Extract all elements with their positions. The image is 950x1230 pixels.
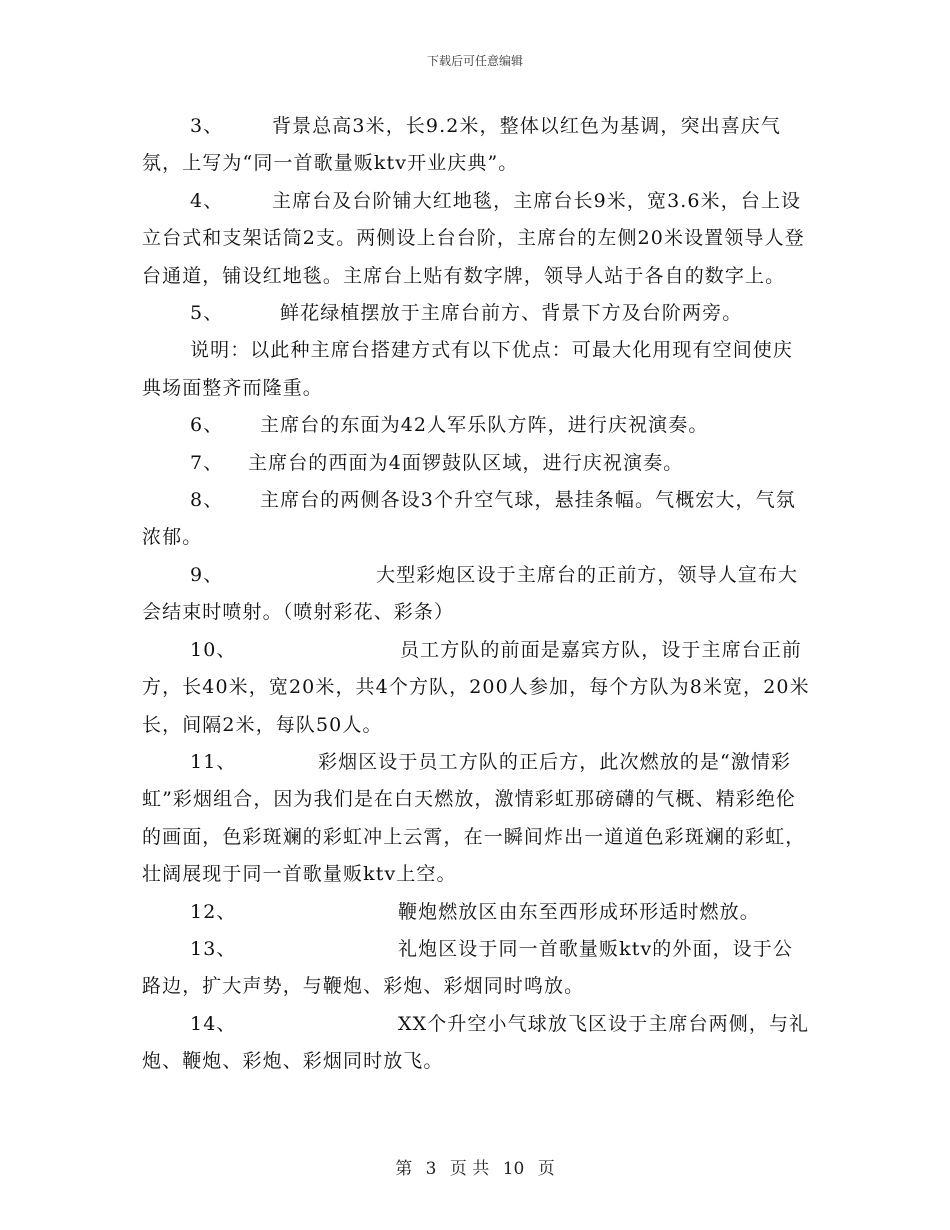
item-number: 4、 [190,189,224,212]
item-text: 主席台的两侧各设3个升空气球，悬挂条幅。气概宏大，气氛浓郁。 [142,489,796,549]
list-item [142,445,812,482]
list-item [142,482,812,557]
item-text: 主席台的西面为4面锣鼓队区域，进行庆祝演奏。 [248,451,684,474]
item-number: 10、 [190,638,237,661]
item-text: 鲜花绿植摆放于主席台前方、背景下方及台阶两旁。 [280,302,743,325]
item-text: 主席台的东面为42人军乐队方阵，进行庆祝演奏。 [260,414,709,437]
list-item [142,183,812,295]
item-text: 礼炮区设于同一首歌量贩ktv的外面，设于公路边，扩大声势，与鞭炮、彩炮、彩烟同时鸣放。 [142,937,793,998]
item-text: 鞭炮燃放区由东至西形成环形适时燃放。 [398,900,760,923]
list-item [142,931,812,1006]
item-text: 彩烟区设于员工方队的正后方，此次燃放的是“激情彩虹”彩烟组合，因为我们是在白天燃放，激情彩虹那磅礴的气概、精彩绝伦的画面，色彩斑斓的彩虹冲上云霄，在一瞬间炸出一道道色彩斑斓的彩虹，壮阔展现于同一首歌量贩ktv上空。 [142,750,806,886]
page-number: 3 [425,1159,437,1179]
note-paragraph [142,332,812,407]
item-number: 7、 [190,451,224,474]
page-footer [0,1154,950,1179]
item-number: 6、 [190,414,224,437]
item-text: XX个升空小气球放飞区设于主席台两侧，与礼炮、鞭炮、彩炮、彩烟同时放飞。 [142,1012,810,1073]
list-item [142,632,812,744]
footer-prefix: 第 [395,1159,413,1179]
list-item [142,407,812,444]
item-number: 9、 [190,563,224,586]
page-header: 下载后可任意编辑 [426,54,523,68]
footer-suffix: 页 [537,1159,555,1179]
item-text: 员工方队的前面是嘉宾方队，设于主席台正前方，长40米，宽20米，共4个方队，200人参加，每个方队为8米宽，20米长，间隔2米，每队50人。 [142,638,810,736]
item-number: 8、 [190,489,224,512]
footer-mid: 页 共 [449,1159,490,1179]
list-item [142,108,812,183]
item-text: 大型彩炮区设于主席台的正前方，领导人宣布大会结束时喷射。（喷射彩花、彩条） [142,563,799,624]
note-text: 说明：以此种主席台搭建方式有以下优点：可最大化用现有空间使庆典场面整齐而隆重。 [142,339,794,399]
item-number: 3、 [190,115,224,137]
list-item [142,557,812,632]
list-item [142,295,812,332]
document-body [142,108,812,1081]
item-text: 主席台及台阶铺大红地毯，主席台长9米，宽3.6米，台上设立台式和支架话筒2支。两侧设上台台阶，主席台的左侧20米设置领导人登台通道，铺设红地毯。主席台上贴有数字牌，领导人站于各自的数字上。 [142,189,805,287]
item-text: 背景总高3米，长9.2米，整体以红色为基调，突出喜庆气氛，上写为“同一首歌量贩ktv开业庆典”。 [142,115,782,175]
item-number: 11、 [190,750,237,773]
item-number: 13、 [190,937,237,960]
total-pages: 10 [502,1159,525,1179]
item-number: 5、 [190,302,224,325]
item-number: 14、 [190,1012,237,1035]
list-item [142,744,812,894]
item-number: 12、 [190,900,237,923]
list-item [142,894,812,931]
list-item [142,1006,812,1081]
